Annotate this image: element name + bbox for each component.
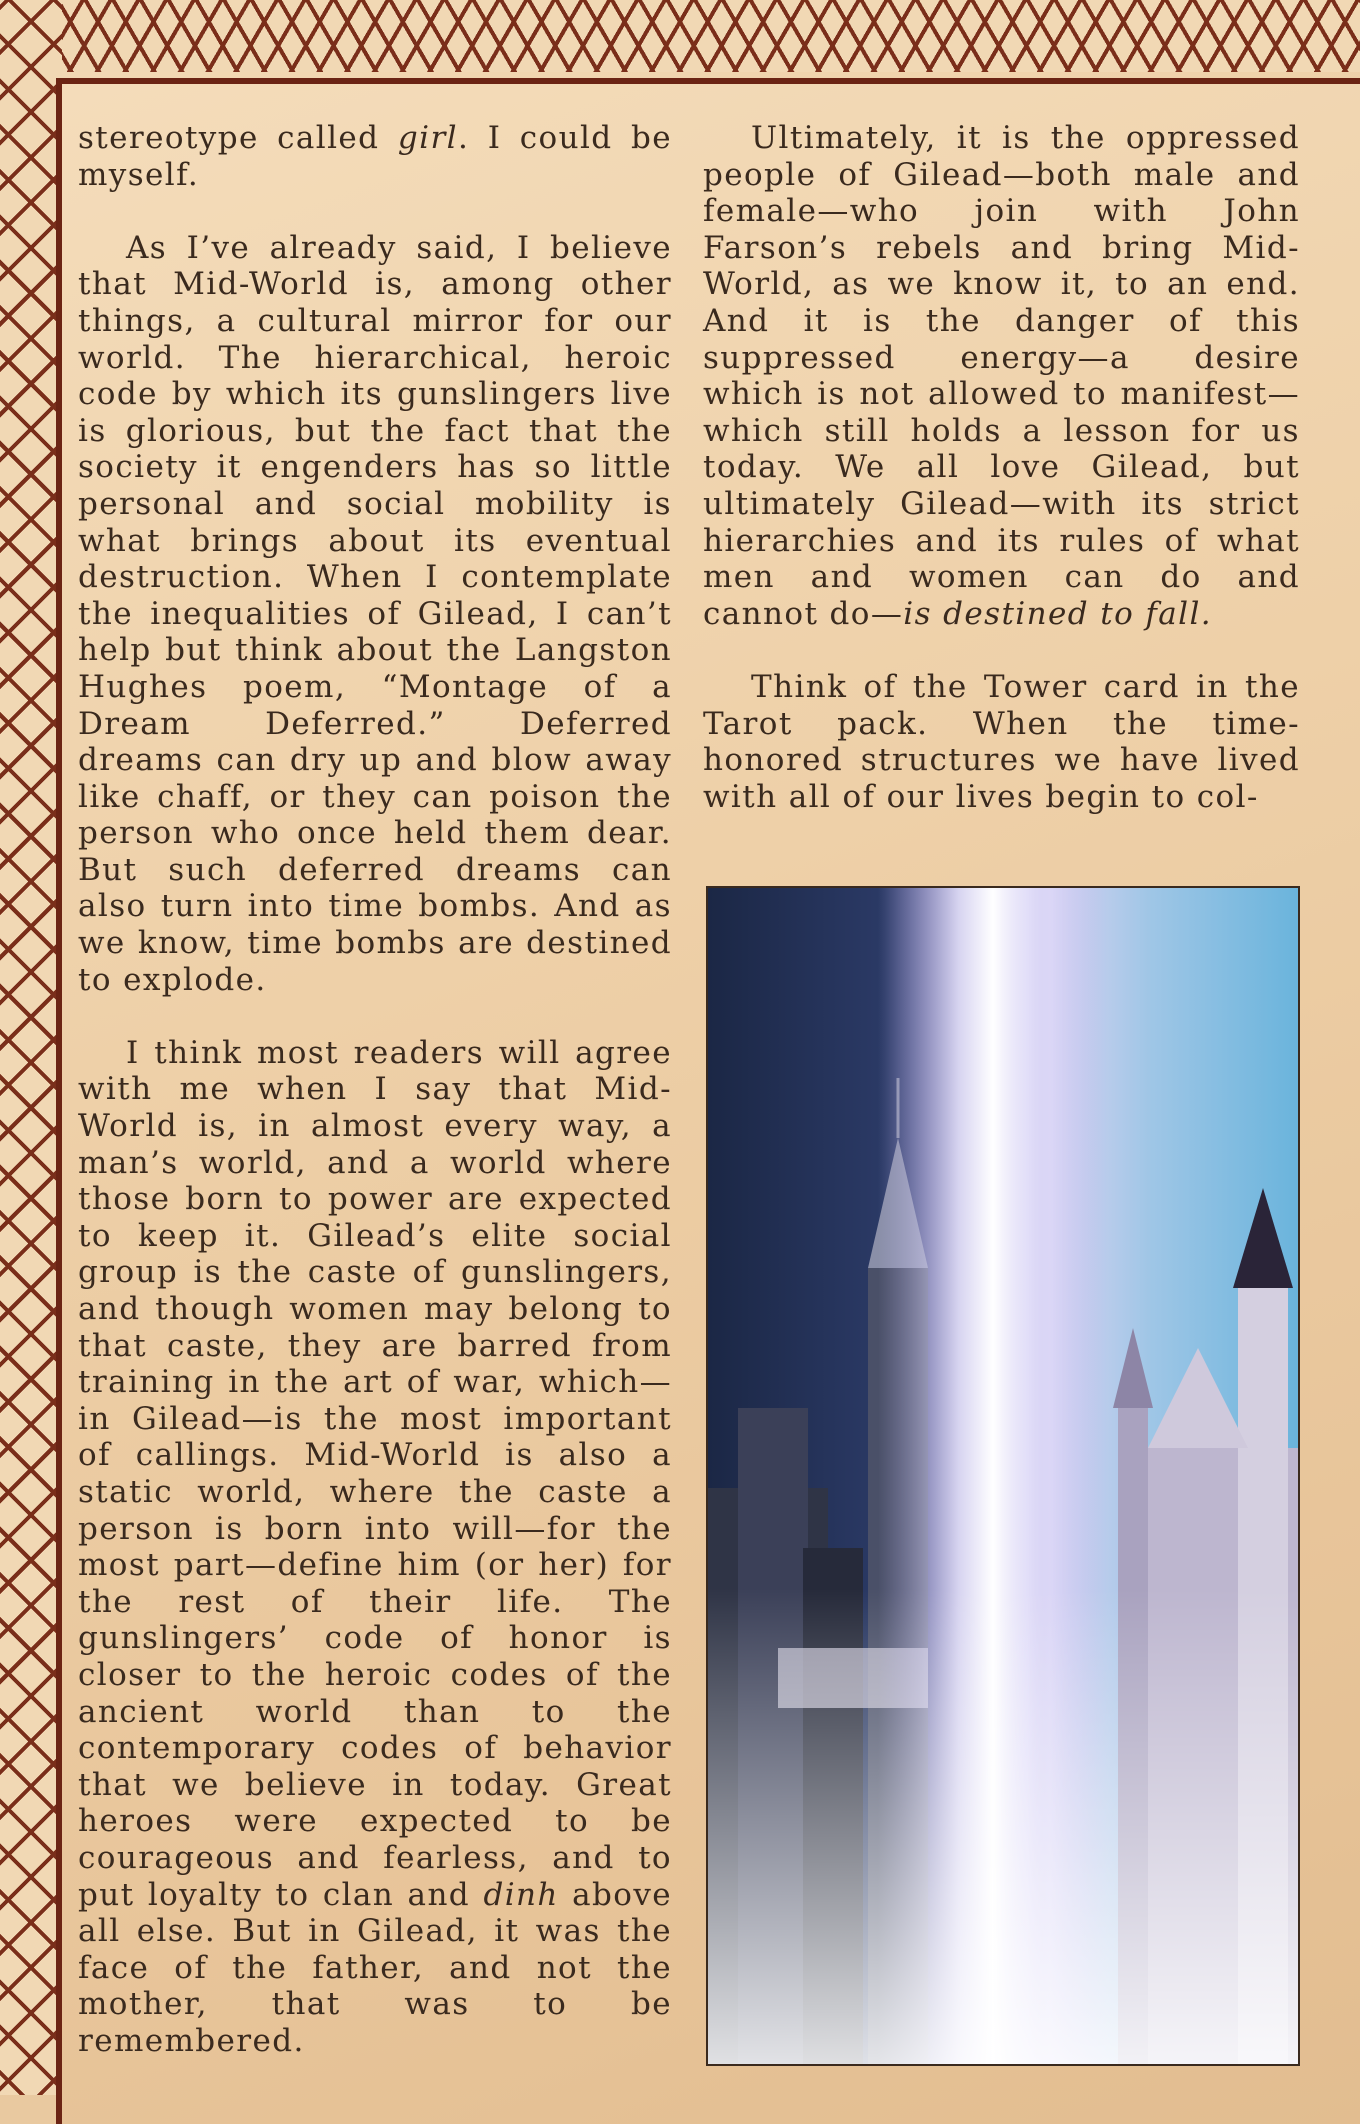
text-span: stereotype called xyxy=(78,120,398,156)
right-column xyxy=(703,120,1300,852)
left-paragraph-3 xyxy=(78,1035,672,2060)
castle-turret-roof xyxy=(1113,1328,1153,1408)
right-paragraph-1 xyxy=(703,120,1300,632)
italic-term: girl xyxy=(397,120,458,156)
text-span: Ultimately, it is the oppressed people of Gilead—both male and female—who join with John Farson’s rebels and bring Mid-World, as we know it, to an end. And it is the danger of this suppressed energy—a desire which is not allowed to manifest—which still holds a lesson for us today. We all love Gilead, but ultimately Gilead—with its strict hierarchies and its rules of what men and women can do and cannot do— xyxy=(703,120,1300,632)
decorative-left-border xyxy=(0,0,62,2095)
illustration-svg xyxy=(708,888,1298,2064)
italic-term: dinh xyxy=(483,1876,559,1913)
text-span: I think most readers will agree with me when I say that Mid-World is, in almost every way, a man’s world, and a world where those born to power are expected to keep it. Gilead’s elite social group is the caste of gunslingers, and though women may belong to that caste, they are barred from training in the art of war, which—in Gilead—is the most important of callings. Mid-World is also a static world, where the caste a person is born into will—for the most part—define him (or her) for the rest of their life. The gunslingers’ code of honor is closer to the heroic codes of the ancient world than to the contemporary codes of behavior that we believe in today. Great heroes were expected to be courageous and fearless, and to put loyalty to clan and xyxy=(78,1034,672,1913)
mist-haze xyxy=(708,1588,1298,2064)
tower-beam-city-castle-illustration xyxy=(706,886,1300,2066)
left-column xyxy=(78,120,672,2096)
decorative-top-border xyxy=(0,0,1360,72)
left-paragraph-2: As I’ve already said, I believe that Mid-World is, among other things, a cultural mirror for our world. The hierarchical, heroic code by which its gunslingers live is glorious, but the fact that the society it engenders has so little personal and social mobility is what brings about its eventual destruction. When I contemplate the inequalities of Gilead, I can’t help but think about the Langston Hughes poem, “Montage of a Dream Deferred.” Deferred dreams can dry up and blow away like chaff, or they can poison the person who once held them dear. But such deferred dreams can also turn into time bombs. And as we know, time bombs are destined to explode. xyxy=(78,229,672,998)
right-paragraph-2: Think of the Tower card in the Tarot pack. When the time-honored structures we have lived with all of our lives begin to col- xyxy=(703,668,1300,815)
left-paragraph-1 xyxy=(78,120,672,193)
castle-roof xyxy=(1233,1188,1293,1288)
text-span: . I could be myself. xyxy=(78,120,672,193)
text-span: above all else. But in Gilead, it was the face of the father, and not the mother, that was to be remembered. xyxy=(78,1876,672,2059)
italic-emphasis: is destined to fall. xyxy=(903,595,1213,632)
castle-gable xyxy=(1148,1348,1248,1448)
